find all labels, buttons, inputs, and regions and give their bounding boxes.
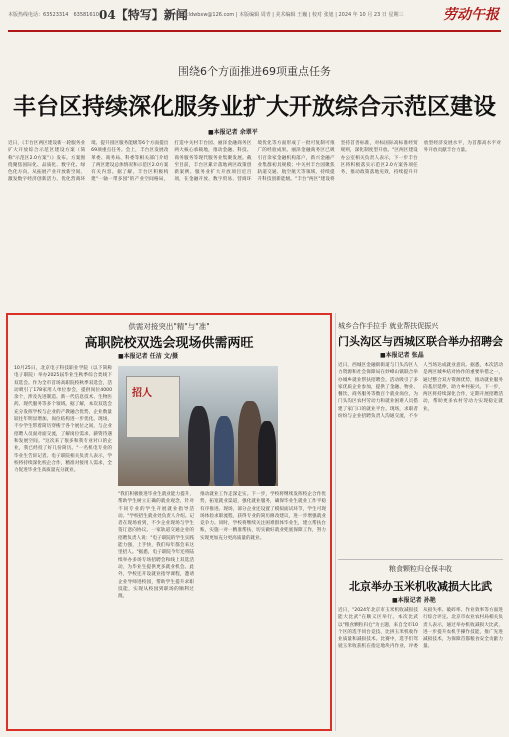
- masthead-logo: 劳动午报: [443, 7, 499, 23]
- right-kicker-2: 粮食颗粒归仓保丰收: [389, 565, 452, 573]
- right-byline-2: ■本报记者 孙艳: [392, 597, 436, 604]
- main-headline: 丰台区持续深化服务业扩大开放综合示范区建设: [13, 94, 496, 120]
- person-figure: [188, 406, 210, 486]
- feature-byline: ■本报记者 任洁 文/摄: [118, 353, 179, 360]
- header-rule: [8, 30, 501, 32]
- right-kicker: 城乡合作手拉手 就业帮扶促振兴: [338, 322, 439, 330]
- feature-body-col3: 推动就业工作走深走实。下一步，学校将继续发挥校企合作优势，拓宽就业渠道，强化就业服务，确保毕业生就业工作平稳有序推进。现场，部分企业还设置了模拟面试环节，学生可现场体验求职流程，获得专业的简历修改建议，进一步增强就业竞争力。同时，学校将继续关注困难群体毕业生，建立帮扶台账，实施一对一精准帮扶，切实做好就业兜底保障工作，努力实现更加充分更高质量的就业。: [200, 492, 326, 541]
- main-kicker: 围绕6个方面推进69项重点任务: [178, 65, 331, 78]
- person-figure: [214, 416, 234, 486]
- person-figure: [258, 421, 276, 486]
- job-fair-photo: [118, 366, 278, 486]
- recruit-sign-text: 招人: [132, 388, 152, 399]
- feature-box: [6, 313, 332, 731]
- feature-kicker: 供需对接突出"精"与"准": [128, 322, 210, 331]
- right-byline: ■本报记者 张晶: [380, 352, 424, 359]
- right-headline-2: 北京举办玉米机收减损大比武: [349, 580, 492, 593]
- section-title: 04【特写】新闻: [99, 8, 188, 22]
- right-article-body: 近日，西城区金融街街道与门头沟区人力资源和社会保障局在妙峰山镇联合举办城乡就业帮扶招聘会。活动吸引了多家优质企业参加，提供了金融、物业、餐饮、商务服务等数百个就业岗位，为门头沟区农村劳动力和就业困难人员搭建了家门口的就业平台。现场，求职者纷纷与企业招聘负责人沟通交流，不少人当场达成就业意向。据悉，本次活动是两区城乡结对协作的重要举措之一，通过整合双方资源优势，推动就业服务向基层延伸，助力乡村振兴。下一步，两区将持续深化合作，定期开展招聘活动，帮助更多农村劳动力实现稳定就业。: [338, 363, 503, 420]
- main-article-body: 近日，《丰台区两区建设新一轮服务业扩大开放综合示范区建设方案（简称"示范区2.0方案"）》发布。方案围绕聚焦国际化、品质化、数字化、绿色化方向，从拓展产业开放新空间、激发数字经济创新活力、优化营商环境、提升园区服务能级等6个方面提出69项重点任务。会上，丰台区发展改革委、商务局、科委等相关部门介绍了两区建设总体情况和示范区2.0方案有关内容。据了解，丰台区积极构建"一轴一带多园"的产业空间格局，打造中关村丰台园、丽泽金融商务区两大核心承载地，推动金融、科技、商务服务等现代服务业集聚发展。截至目前，丰台区累计落地两区政策创新案例、服务业扩大开放项目近百项，在金融开放、数字贸易、营商环境优化等方面形成了一批可复制可推广的经验成果。丽泽金融商务区已吸引百余家金融机构落户，新兴金融产业集群初具规模；中关村丰台园聚焦轨道交通、航空航天等领域，持续提升科技创新能级。"丰台"两区"建设将坚持首善标准，对标国际高标准经贸规则，深化制度型开放。"区两区建设办公室相关负责人表示，下一步丰台区将积极落实示范区2.0方案各项任务，推动政策落地见效，持续提升开放型经济发展水平，为首都高水平对外开放贡献丰台力量。: [8, 141, 501, 183]
- feature-headline: 高职院校双选会现场供需两旺: [84, 336, 254, 351]
- main-byline: ■本报记者 余翠平: [208, 129, 258, 136]
- right-divider: [338, 559, 503, 560]
- right-article-body-2: 近日，"2024年北京市玉米机收减损技能大比武"在顺义区举行。本次比武以"粮食颗粒归仓"为主题，来自全市10个区的选手同台竞技，比拼玉米机收作业质量和减损技术。比赛中，选手们驾驶玉米收获机在指定地块内作业，评委从损失率、破碎率、作业效率等方面进行综合评定。北京市农业农村局相关负责人表示，通过举办机收减损大比武，进一步提升农机手操作技能，推广先进减损技术，为保障首都粮食安全贡献力量。: [338, 608, 503, 650]
- page-header: [8, 4, 501, 28]
- column-divider: [335, 313, 336, 731]
- right-headline: 门头沟区与西城区联合举办招聘会: [338, 335, 503, 348]
- editor-info: E—mail:ldwbxw@126.com | 本版编辑 周青 | 美术编辑 王巍 | 校对 张旭 | 2024 年 10 月 23 日 星期三: [168, 12, 404, 18]
- feature-body-col2: "我们积极推进毕业生就业能力提升，帮助学生树立正确的就业观念，针对不同专业的学生开展就业指导活动。"学校招生就业处负责人介绍。记者在现场看到，不少企业现场与学生签订意向协议。一家轨道交通企业的招聘负责人说："电子职院的学生实践能力强，上手快，我们每年都会来这里招人。"据悉，电子职院今年还将陆续举办多场专场招聘会和线上双选活动，为毕业生提供更多就业机会。此外，学校还开设就业指导课程，邀请企业导师进校园，帮助学生提升求职技能，实现从校园到职场的顺利过渡。: [118, 492, 194, 600]
- feature-body-col1: 10月25日，北京电子科技职业学院（以下简称电子职院）举办2025届毕业生秋季综合类线下双选会。作为全市首场高职院校秋季双选会，活动吸引了178家用人单位参会，提供岗位4000余个，涉及先进制造、新一代信息技术、生物医药、现代服务等多个领域。据了解，本次双选会充分发挥学校与企业的产教融合优势，企业数量较往年明显增加，岗位结构进一步优化。现场，不少学生带着简历穿梭于各个展位之间，与企业招聘人员面对面交流，了解岗位需求、薪资待遇和发展空间。"这次来了很多和我专业对口的企业，我已经投了好几份简历。"一名机电专业的毕业生告诉记者。电子职院相关负责人表示，学校将持续深化校企合作，精准对接用人需求，全力促进毕业生高质量充分就业。: [14, 366, 112, 474]
- hotline-text: 本版热线电话：63523314 63581610: [8, 12, 99, 18]
